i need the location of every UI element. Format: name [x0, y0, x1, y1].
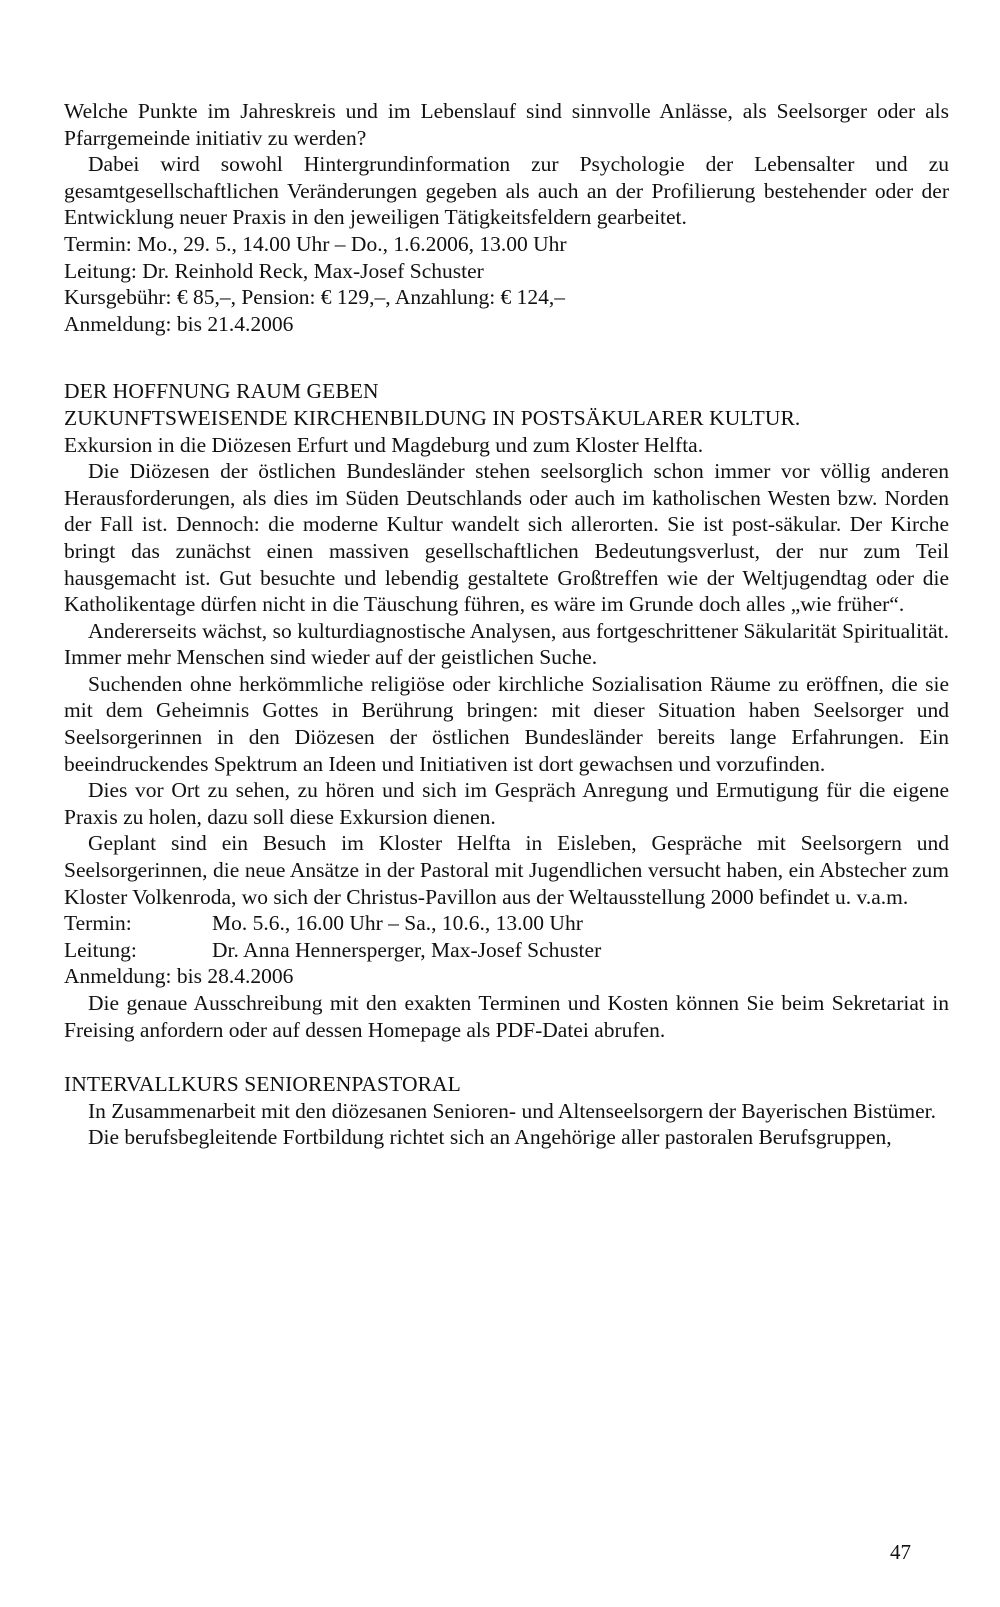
- excursion-leaders-value: Dr. Anna Hennersperger, Max-Josef Schuster: [212, 937, 602, 962]
- excursion-date-label: Termin:: [64, 911, 132, 936]
- page-number: 47: [890, 1540, 911, 1564]
- course-registration: Anmeldung: bis 21.4.2006: [64, 311, 294, 336]
- excursion-leaders-row: [64, 937, 949, 964]
- page-body: [64, 98, 949, 1151]
- excursion-paragraph-3: Suchenden ohne herkömmliche religiöse oder kirchliche Sozialisation Räume zu eröffnen, die sie mit dem Geheimnis Gottes in Berührung bringen: mit dieser Situation haben Seelsorger und Seelsorgerinnen in den Diözesen der östlichen Bundesländer bereits lange Erfahrungen. Ein beeindruckendes Spektrum an Ideen und Initiativen ist dort gewachsen und vorzufinden.: [64, 671, 949, 776]
- seniorenpastoral-paragraph-1: In Zusammenarbeit mit den diözesanen Senioren- und Altenseelsorgern der Bayerischen Bistümer.: [88, 1098, 937, 1123]
- section-heading-seniorenpastoral: INTERVALLKURS SENIORENPASTORAL: [64, 1072, 461, 1097]
- excursion-paragraph-4: Dies vor Ort zu sehen, zu hören und sich im Gespräch Anregung und Ermutigung für die eigene Praxis zu holen, dazu soll diese Exkursion dienen.: [64, 778, 949, 829]
- course-fees: Kursgebühr: € 85,–, Pension: € 129,–, Anzahlung: € 124,–: [64, 285, 566, 310]
- section-spacer: [64, 337, 949, 378]
- excursion-paragraph-2: Andererseits wächst, so kulturdiagnostische Analysen, aus fortgeschrittener Säkularität Spiritualität. Immer mehr Menschen sind wieder auf der geistlichen Suche.: [64, 618, 949, 670]
- section-heading-hoffnung: DER HOFFNUNG RAUM GEBEN: [64, 379, 379, 404]
- excursion-paragraph-1: Die Diözesen der östlichen Bundesländer stehen seelsorglich schon immer vor völlig anderen Herausforderungen, als dies im Süden Deutschlands oder auch im katholischen Westen bzw. Norden der Fall ist. Dennoch: die moderne Kultur wandelt sich allerorten. Sie ist post-säkular. Der Kirche bringt das zunächst einen massiven gesellschaftlichen Bedeutungsverlust, der nur zum Teil hausgemacht ist. Gut besuchte und lebendig gestaltete Großtreffen wie der Weltjugendtag oder die Katholikentage dürfen nicht in die Täuschung führen, es wäre im Grunde doch alles „wie früher“.: [64, 459, 949, 617]
- excursion-registration: Anmeldung: bis 28.4.2006: [64, 964, 294, 989]
- excursion-subtitle: Exkursion in die Diözesen Erfurt und Magdeburg und zum Kloster Helfta.: [64, 432, 704, 457]
- excursion-date-value: Mo. 5.6., 16.00 Uhr – Sa., 10.6., 13.00 Uhr: [212, 911, 583, 936]
- excursion-paragraph-5: Geplant sind ein Besuch im Kloster Helfta in Eisleben, Gespräche mit Seelsorgern und Seelsorgerinnen, die neue Ansätze in der Pastoral mit Jugendlichen versucht haben, ein Abstecher zum Kloster Volkenroda, wo sich der Christus-Pavillon aus der Weltausstellung 2000 befindet u. v.a.m.: [64, 831, 949, 909]
- section-subheading-kirchenbildung: ZUKUNFTSWEISENDE KIRCHENBILDUNG IN POSTSÄKULARER KULTUR.: [64, 405, 801, 430]
- seniorenpastoral-paragraph-2: Die berufsbegleitende Fortbildung richtet sich an Angehörige aller pastoralen Berufsgruppen,: [88, 1125, 892, 1150]
- excursion-date-row: [64, 910, 949, 937]
- course-date: Termin: Mo., 29. 5., 14.00 Uhr – Do., 1.6.2006, 13.00 Uhr: [64, 231, 567, 256]
- excursion-leaders-label: Leitung:: [64, 937, 137, 962]
- course-leaders: Leitung: Dr. Reinhold Reck, Max-Josef Schuster: [64, 258, 484, 283]
- excursion-paragraph-6: Die genaue Ausschreibung mit den exakten Terminen und Kosten können Sie beim Sekretariat in Freising anfordern oder auf dessen Homepage als PDF-Datei abrufen.: [64, 991, 949, 1042]
- course-description-paragraph: Dabei wird sowohl Hintergrundinformation zur Psychologie der Lebensalter und zu gesamtgesellschaftlichen Veränderungen gegeben als auch an der Profilierung bestehender oder der Entwicklung neuer Praxis in den jeweiligen Tätigkeitsfeldern gearbeitet.: [64, 152, 949, 230]
- intro-paragraph: Welche Punkte im Jahreskreis und im Lebenslauf sind sinnvolle Anlässe, als Seelsorger oder als Pfarrgemeinde initiativ zu werden?: [64, 99, 949, 150]
- section-spacer: [64, 1043, 949, 1071]
